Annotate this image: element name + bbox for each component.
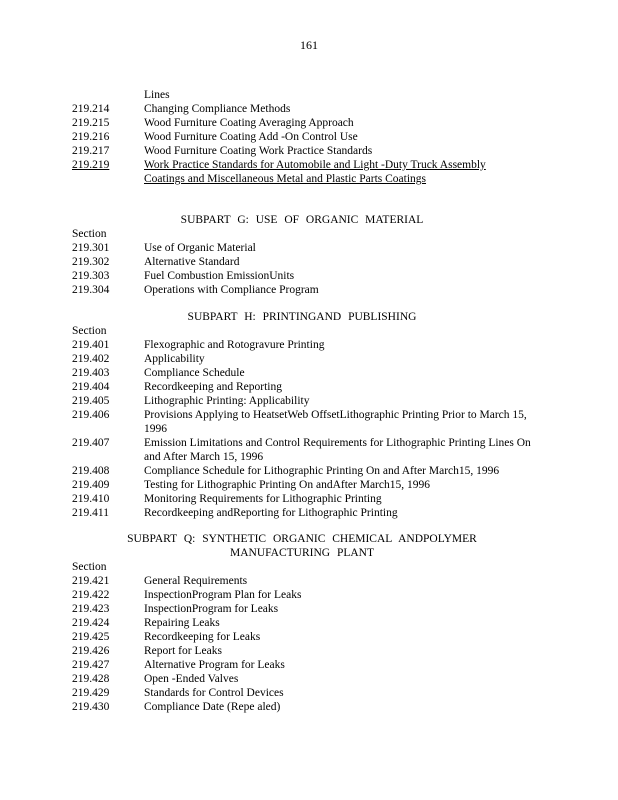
section-number: 219.428 — [72, 673, 110, 685]
section-title: Report for Leaks — [144, 645, 222, 657]
list-item — [72, 394, 542, 408]
section-title: Alternative Standard — [144, 256, 240, 268]
list-item — [72, 700, 542, 714]
section-title: Monitoring Requirements for Lithographic Printing — [144, 493, 382, 505]
subpart-q-heading-line2: MANUFACTURING PLANT — [229, 547, 375, 559]
subpart-g-list — [72, 227, 542, 297]
subpart-h-list — [72, 324, 542, 520]
section-number: 219.214 — [72, 103, 110, 115]
list-item — [72, 588, 542, 602]
continuation-row — [72, 88, 542, 102]
section-title: Wood Furniture Coating Averaging Approach — [144, 117, 354, 129]
list-item — [72, 144, 542, 158]
list-item — [72, 506, 542, 520]
section-number: 219.304 — [72, 284, 110, 296]
section-label: Section — [72, 325, 107, 337]
section-number: 219.427 — [72, 659, 110, 671]
section-title: Fuel Combustion EmissionUnits — [144, 270, 295, 282]
list-item — [72, 130, 542, 144]
section-number: 219.403 — [72, 367, 110, 379]
section-number: 219.303 — [72, 270, 110, 282]
section-label: Section — [72, 561, 107, 573]
list-item — [72, 658, 542, 672]
section-title: Standards for Control Devices — [144, 687, 284, 699]
section-number: 219.408 — [72, 465, 110, 477]
page-number: 161 — [300, 38, 318, 52]
section-title: Applicability — [144, 353, 205, 365]
section-title: Recordkeeping for Leaks — [144, 631, 261, 643]
section-title: Recordkeeping and Reporting — [144, 381, 282, 393]
section-title: Open -Ended Valves — [144, 673, 239, 685]
subpart-q-heading-line1: SUBPART Q: SYNTHETIC ORGANIC CHEMICAL ANDPOLYMER — [127, 533, 477, 545]
section-title: General Requirements — [144, 575, 248, 587]
continuation-text: Lines — [144, 89, 170, 101]
section-title: InspectionProgram Plan for Leaks — [144, 589, 302, 601]
list-item — [72, 116, 542, 130]
section-number: 219.421 — [72, 575, 110, 587]
list-item — [72, 630, 542, 644]
section-number: 219.217 — [72, 145, 110, 157]
section-title: Flexographic and Rotogravure Printing — [144, 339, 325, 351]
section-title: Alternative Program for Leaks — [144, 659, 285, 671]
section-number: 219.406 — [72, 409, 110, 421]
section-number: 219.411 — [72, 507, 109, 519]
section-number: 219.219 — [72, 159, 110, 171]
section-label: Section — [72, 228, 107, 240]
list-item — [72, 644, 542, 658]
section-number: 219.430 — [72, 701, 110, 713]
section-number: 219.301 — [72, 242, 110, 254]
section-title: Emission Limitations and Control Requirements for Lithographic Printing Lines On and After March 15, 1996 — [144, 437, 531, 463]
section-number: 219.401 — [72, 339, 110, 351]
section-title: Compliance Schedule — [144, 367, 245, 379]
top-section-list — [72, 88, 542, 186]
list-item — [72, 380, 542, 394]
section-number: 219.404 — [72, 381, 110, 393]
section-title: Recordkeeping andReporting for Lithographic Printing — [144, 507, 398, 519]
list-item — [72, 255, 542, 269]
section-number: 219.423 — [72, 603, 110, 615]
section-number: 219.424 — [72, 617, 110, 629]
list-item — [72, 283, 542, 297]
section-title: Operations with Compliance Program — [144, 284, 319, 296]
section-title: Compliance Date (Repe aled) — [144, 701, 281, 713]
section-number: 219.409 — [72, 479, 110, 491]
section-number: 219.402 — [72, 353, 110, 365]
list-item — [72, 478, 542, 492]
section-number: 219.407 — [72, 437, 110, 449]
list-item — [72, 686, 542, 700]
section-number: 219.216 — [72, 131, 110, 143]
list-item — [72, 436, 542, 464]
section-number: 219.429 — [72, 687, 110, 699]
section-title: Testing for Lithographic Printing On andAfter March15, 1996 — [144, 479, 430, 491]
section-number: 219.302 — [72, 256, 110, 268]
list-item — [72, 338, 542, 352]
section-number: 219.405 — [72, 395, 110, 407]
section-title: Work Practice Standards for Automobile and Light -Duty Truck Assembly Coatings and Miscellaneous Metal and Plastic Parts Coatings — [144, 159, 486, 185]
list-item — [72, 366, 542, 380]
section-title: Changing Compliance Methods — [144, 103, 291, 115]
list-item — [72, 492, 542, 506]
list-item — [72, 602, 542, 616]
list-item — [72, 574, 542, 588]
section-title: Lithographic Printing: Applicability — [144, 395, 310, 407]
list-item — [72, 241, 542, 255]
section-number: 219.215 — [72, 117, 110, 129]
section-title: Use of Organic Material — [144, 242, 256, 254]
list-item — [72, 158, 542, 186]
list-item — [72, 352, 542, 366]
section-number: 219.410 — [72, 493, 110, 505]
list-item — [72, 269, 542, 283]
subpart-q-list — [72, 560, 542, 714]
list-item — [72, 464, 542, 478]
section-number: 219.422 — [72, 589, 110, 601]
subpart-g-heading: SUBPART G: USE OF ORGANIC MATERIAL — [180, 214, 424, 226]
section-title: Wood Furniture Coating Work Practice Standards — [144, 145, 373, 157]
section-title: InspectionProgram for Leaks — [144, 603, 279, 615]
list-item — [72, 102, 542, 116]
section-number: 219.425 — [72, 631, 110, 643]
section-title: Provisions Applying to HeatsetWeb OffsetLithographic Printing Prior to March 15, 1996 — [144, 409, 527, 435]
subpart-h-heading: SUBPART H: PRINTINGAND PUBLISHING — [187, 311, 417, 323]
section-number: 219.426 — [72, 645, 110, 657]
section-title: Compliance Schedule for Lithographic Printing On and After March15, 1996 — [144, 465, 500, 477]
list-item — [72, 616, 542, 630]
list-item — [72, 672, 542, 686]
section-title: Wood Furniture Coating Add -On Control Use — [144, 131, 358, 143]
list-item — [72, 408, 542, 436]
section-title: Repairing Leaks — [144, 617, 220, 629]
